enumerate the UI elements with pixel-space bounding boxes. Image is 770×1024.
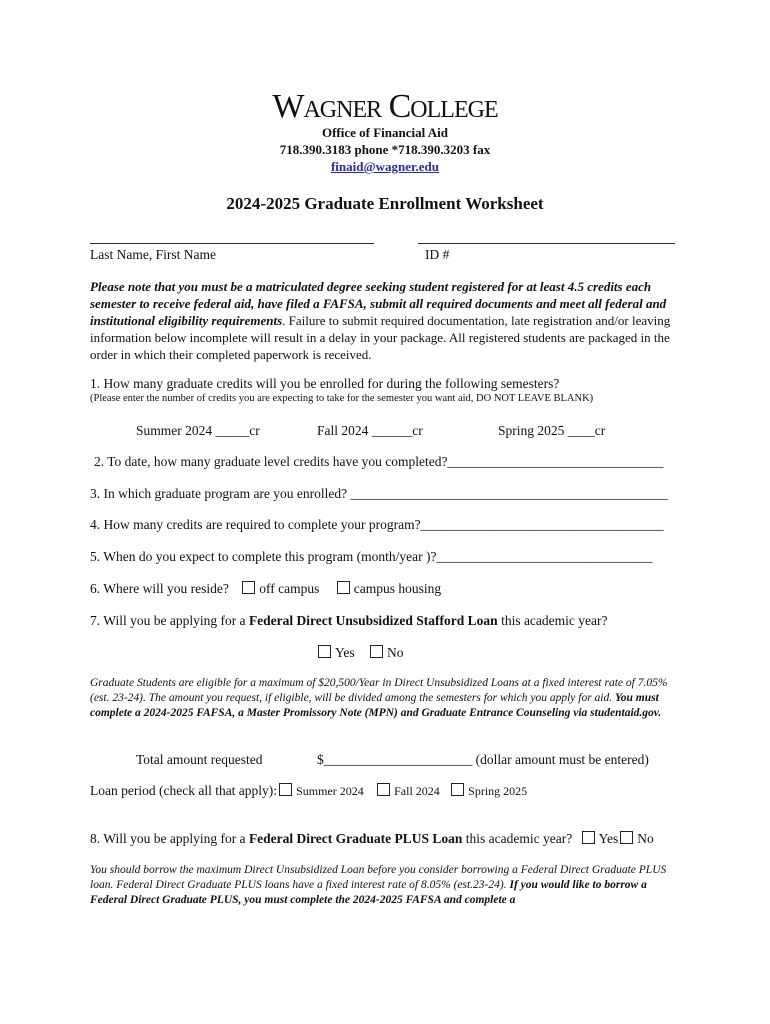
page-title: 2024-2025 Graduate Enrollment Worksheet	[226, 194, 544, 213]
office-name: Office of Financial Aid	[321, 125, 449, 140]
loan-summer-checkbox[interactable]	[279, 783, 292, 796]
plus-yes-label: Yes	[598, 831, 619, 846]
eligibility-notice: Please note that you must be a matriculated degree seeking student registered for at least 4.5 credits each semester to receive federal aid, have filed a FAFSA, submit all required documents and meet all federal and institutional eligibility requirements. Failure to submit required documentation, late registration and/or leaving information below incomplete will result in a delay in your package. All registered students are packaged in the order in which their completed paperwork is received.	[90, 279, 671, 362]
unsub-yes-label: Yes	[335, 645, 355, 660]
campus-housing-label: campus housing	[353, 581, 442, 596]
question-8: 8. Will you be applying for a Federal Direct Graduate PLUS Loan this academic year? Yes No	[90, 831, 654, 846]
unsub-loan-info: Graduate Students are eligible for a maximum of $20,500/Year in Direct Unsubsidized Loans at a fixed interest rate of 7.05% (est. 23-24). The amount you request, if eligible, will be divided among the semesters for which you apply for aid. You must complete a 2024-2025 FAFSA, a Master Promissory Note (MPN) and Graduate Entrance Counseling via studentaid.gov.	[90, 677, 668, 719]
question-4[interactable]: 4. How many credits are required to complete your program?____________________________________	[90, 517, 664, 532]
question-3[interactable]: 3. In which graduate program are you enrolled? _______________________________________________	[90, 486, 668, 501]
id-line[interactable]	[418, 243, 675, 244]
summer-credits-field[interactable]: Summer 2024 _____cr	[136, 423, 260, 438]
plus-yes-checkbox[interactable]	[582, 831, 595, 844]
loan-spring-checkbox[interactable]	[451, 783, 464, 796]
question-6: 6. Where will you reside? off campus campus housing	[90, 581, 442, 596]
plus-loan-info: You should borrow the maximum Direct Unsubsidized Loan before you consider borrowing a Federal Direct Graduate PLUS loan. Federal Direct Graduate PLUS loans have a fixed interest rate of 8.05% (est.23-24). If you would like to borrow a Federal Direct Graduate PLUS, you must complete the 2024-2025 FAFSA and complete a	[90, 864, 667, 906]
id-label: ID #	[425, 247, 450, 262]
q7-options	[312, 645, 404, 661]
unsub-no-checkbox[interactable]	[370, 645, 383, 658]
plus-no-checkbox[interactable]	[620, 831, 633, 844]
question-2[interactable]: 2. To date, how many graduate level credits have you completed?________________________________	[94, 454, 664, 469]
email-link[interactable]: finaid@wagner.edu	[330, 159, 440, 174]
name-line[interactable]	[90, 243, 374, 244]
college-logo: Wagner College	[272, 88, 498, 125]
loan-period: Loan period (check all that apply): Summer 2024 Fall 2024 Spring 2025	[90, 783, 528, 798]
amount-label: Total amount requested	[136, 752, 263, 767]
campus-housing-checkbox[interactable]	[337, 581, 350, 594]
amount-field[interactable]: $______________________ (dollar amount must be entered)	[317, 752, 649, 767]
unsub-no-label: No	[387, 645, 404, 660]
question-1-note: (Please enter the number of credits you are expecting to take for the semester you want aid, DO NOT LEAVE BLANK)	[90, 393, 594, 404]
question-7: 7. Will you be applying for a Federal Direct Unsubsidized Stafford Loan this academic year?	[90, 613, 608, 628]
fall-credits-field[interactable]: Fall 2024 ______cr	[317, 423, 423, 438]
plus-no-label: No	[637, 831, 654, 846]
loan-fall-checkbox[interactable]	[377, 783, 390, 796]
spring-credits-field[interactable]: Spring 2025 ____cr	[498, 423, 606, 438]
unsub-yes-checkbox[interactable]	[318, 645, 331, 658]
question-5[interactable]: 5. When do you expect to complete this program (month/year )?________________________________	[90, 549, 653, 564]
name-label: Last Name, First Name	[90, 247, 216, 262]
off-campus-checkbox[interactable]	[242, 581, 255, 594]
contact-info: 718.390.3183 phone *718.390.3203 fax	[279, 142, 491, 157]
off-campus-label: off campus	[259, 581, 320, 596]
question-1: 1. How many graduate credits will you be enrolled for during the following semesters?	[90, 376, 560, 391]
